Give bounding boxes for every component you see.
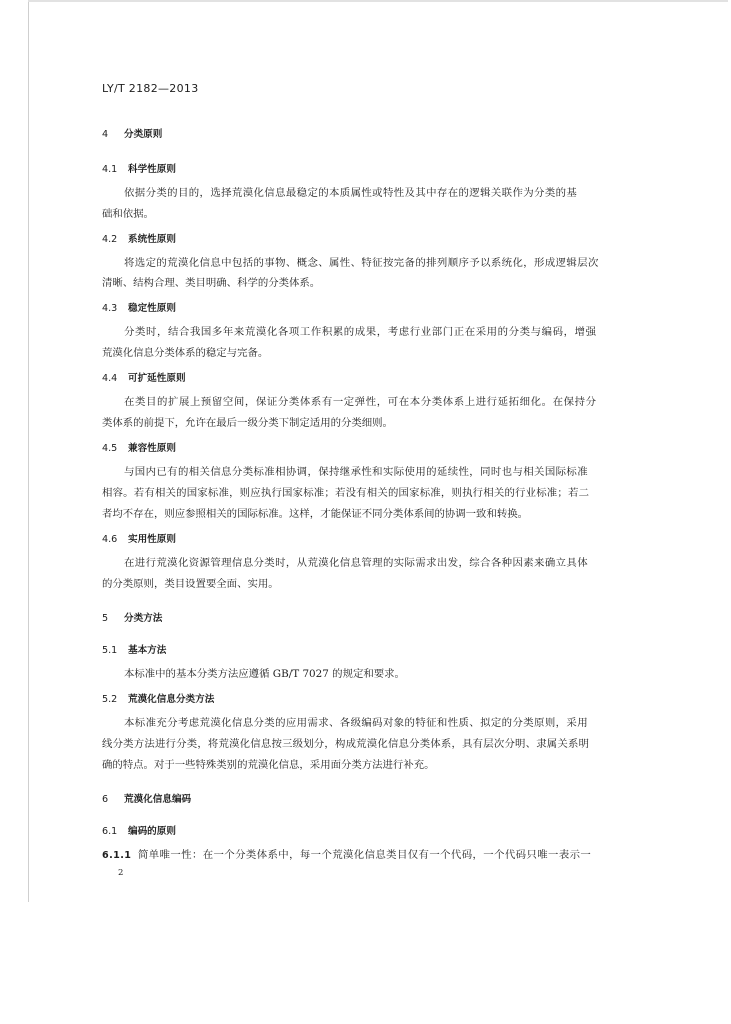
paragraph-line: 本标准中的基本分类方法应遵循 GB/T 7027 的规定和要求。 bbox=[124, 668, 405, 680]
section-title: 基本方法 bbox=[128, 645, 167, 656]
paragraph-line: 在类目的扩展上预留空间，保证分类体系有一定弹性，可在本分类体系上进行延拓细化。在保持分 bbox=[124, 396, 597, 408]
paragraph-line: 类体系的前提下，允许在最后一级分类下制定适用的分类细则。 bbox=[102, 417, 393, 429]
section-title: 兼容性原则 bbox=[128, 443, 176, 454]
section-4-2-heading bbox=[102, 233, 176, 247]
section-number: 4.2 bbox=[102, 234, 118, 245]
paragraph-line: 础和依据。 bbox=[102, 208, 154, 220]
scan-left-edge bbox=[28, 0, 29, 902]
paragraph-line: 荒漠化信息分类体系的稳定与完备。 bbox=[102, 347, 269, 359]
section-6-1-heading bbox=[102, 825, 176, 839]
section-4-4-heading bbox=[102, 372, 186, 386]
paragraph-line: 在进行荒漠化资源管理信息分类时，从荒漠化信息管理的实际需求出发，综合各种因素来确立具体 bbox=[124, 557, 588, 569]
section-number: 5.1 bbox=[102, 645, 118, 656]
section-4-3-heading bbox=[102, 302, 176, 316]
section-5-heading bbox=[102, 612, 162, 626]
section-number: 4.4 bbox=[102, 373, 118, 384]
section-4-6-heading bbox=[102, 533, 176, 547]
section-title: 稳定性原则 bbox=[128, 303, 176, 314]
section-title: 科学性原则 bbox=[128, 164, 176, 175]
section-number: 4 bbox=[102, 129, 109, 140]
standard-code-header: LY/T 2182—2013 bbox=[102, 82, 199, 95]
section-number: 4.6 bbox=[102, 534, 118, 545]
section-number: 4.3 bbox=[102, 303, 118, 314]
section-4-5-heading bbox=[102, 442, 176, 456]
paragraph-line: 清晰、结构合理、类目明确、科学的分类体系。 bbox=[102, 277, 321, 289]
section-number: 5 bbox=[102, 613, 109, 624]
paragraph-line: 分类时，结合我国多年来荒漠化各项工作积累的成果，考虑行业部门正在采用的分类与编码，增强 bbox=[124, 326, 597, 338]
section-6-heading bbox=[102, 793, 191, 807]
section-number: 4.5 bbox=[102, 443, 118, 454]
scan-top-edge bbox=[28, 0, 728, 2]
section-title: 荒漠化信息编码 bbox=[124, 794, 192, 805]
paragraph-line: 与国内已有的相关信息分类标准相协调，保持继承性和实际使用的延续性，同时也与相关国际标准 bbox=[124, 466, 588, 478]
paragraph-line: 的分类原则，类目设置要全面、实用。 bbox=[102, 578, 279, 590]
section-4-1-heading bbox=[102, 163, 176, 177]
section-number: 4.1 bbox=[102, 164, 118, 175]
page-number: 2 bbox=[118, 868, 124, 878]
section-number: 6 bbox=[102, 794, 109, 805]
paragraph-line: 依据分类的目的，选择荒漠化信息最稳定的本质属性或特性及其中存在的逻辑关联作为分类的基 bbox=[124, 187, 578, 199]
section-number: 5.2 bbox=[102, 694, 118, 705]
section-title: 荒漠化信息分类方法 bbox=[128, 694, 215, 705]
paragraph-line: 将选定的荒漠化信息中包括的事物、概念、属性、特征按完备的排列顺序予以系统化，形成逻辑层次 bbox=[124, 257, 599, 269]
section-number: 6.1 bbox=[102, 826, 118, 837]
section-6-1-1-line bbox=[102, 848, 591, 863]
section-title: 系统性原则 bbox=[128, 234, 176, 245]
paragraph-line: 相容。若有相关的国家标准，则应执行国家标准；若没有相关的国家标准，则执行相关的行业标准；若二 bbox=[102, 487, 590, 499]
paragraph-line: 者均不存在，则应参照相关的国际标准。这样，才能保证不同分类体系间的协调一致和转换。 bbox=[102, 508, 529, 520]
paragraph-line: 本标准充分考虑荒漠化信息分类的应用需求、各级编码对象的特征和性质、拟定的分类原则，采用 bbox=[124, 717, 588, 729]
paragraph-line: 简单唯一性：在一个分类体系中，每一个荒漠化信息类目仅有一个代码，一个代码只唯一表示一 bbox=[138, 849, 592, 861]
paragraph-line: 确的特点。对于一些特殊类别的荒漠化信息，采用面分类方法进行补充。 bbox=[102, 759, 435, 771]
section-title: 分类原则 bbox=[124, 129, 163, 140]
section-4-heading bbox=[102, 128, 162, 142]
section-title: 分类方法 bbox=[124, 613, 163, 624]
section-title: 可扩延性原则 bbox=[128, 373, 186, 384]
section-title: 编码的原则 bbox=[128, 826, 176, 837]
section-title: 实用性原则 bbox=[128, 534, 176, 545]
section-number: 6.1.1 bbox=[102, 850, 132, 861]
section-5-2-heading bbox=[102, 693, 214, 707]
section-5-1-heading bbox=[102, 644, 166, 658]
paragraph-line: 线分类方法进行分类，将荒漠化信息按三级划分，构成荒漠化信息分类体系，具有层次分明、隶属关系明 bbox=[102, 738, 590, 750]
